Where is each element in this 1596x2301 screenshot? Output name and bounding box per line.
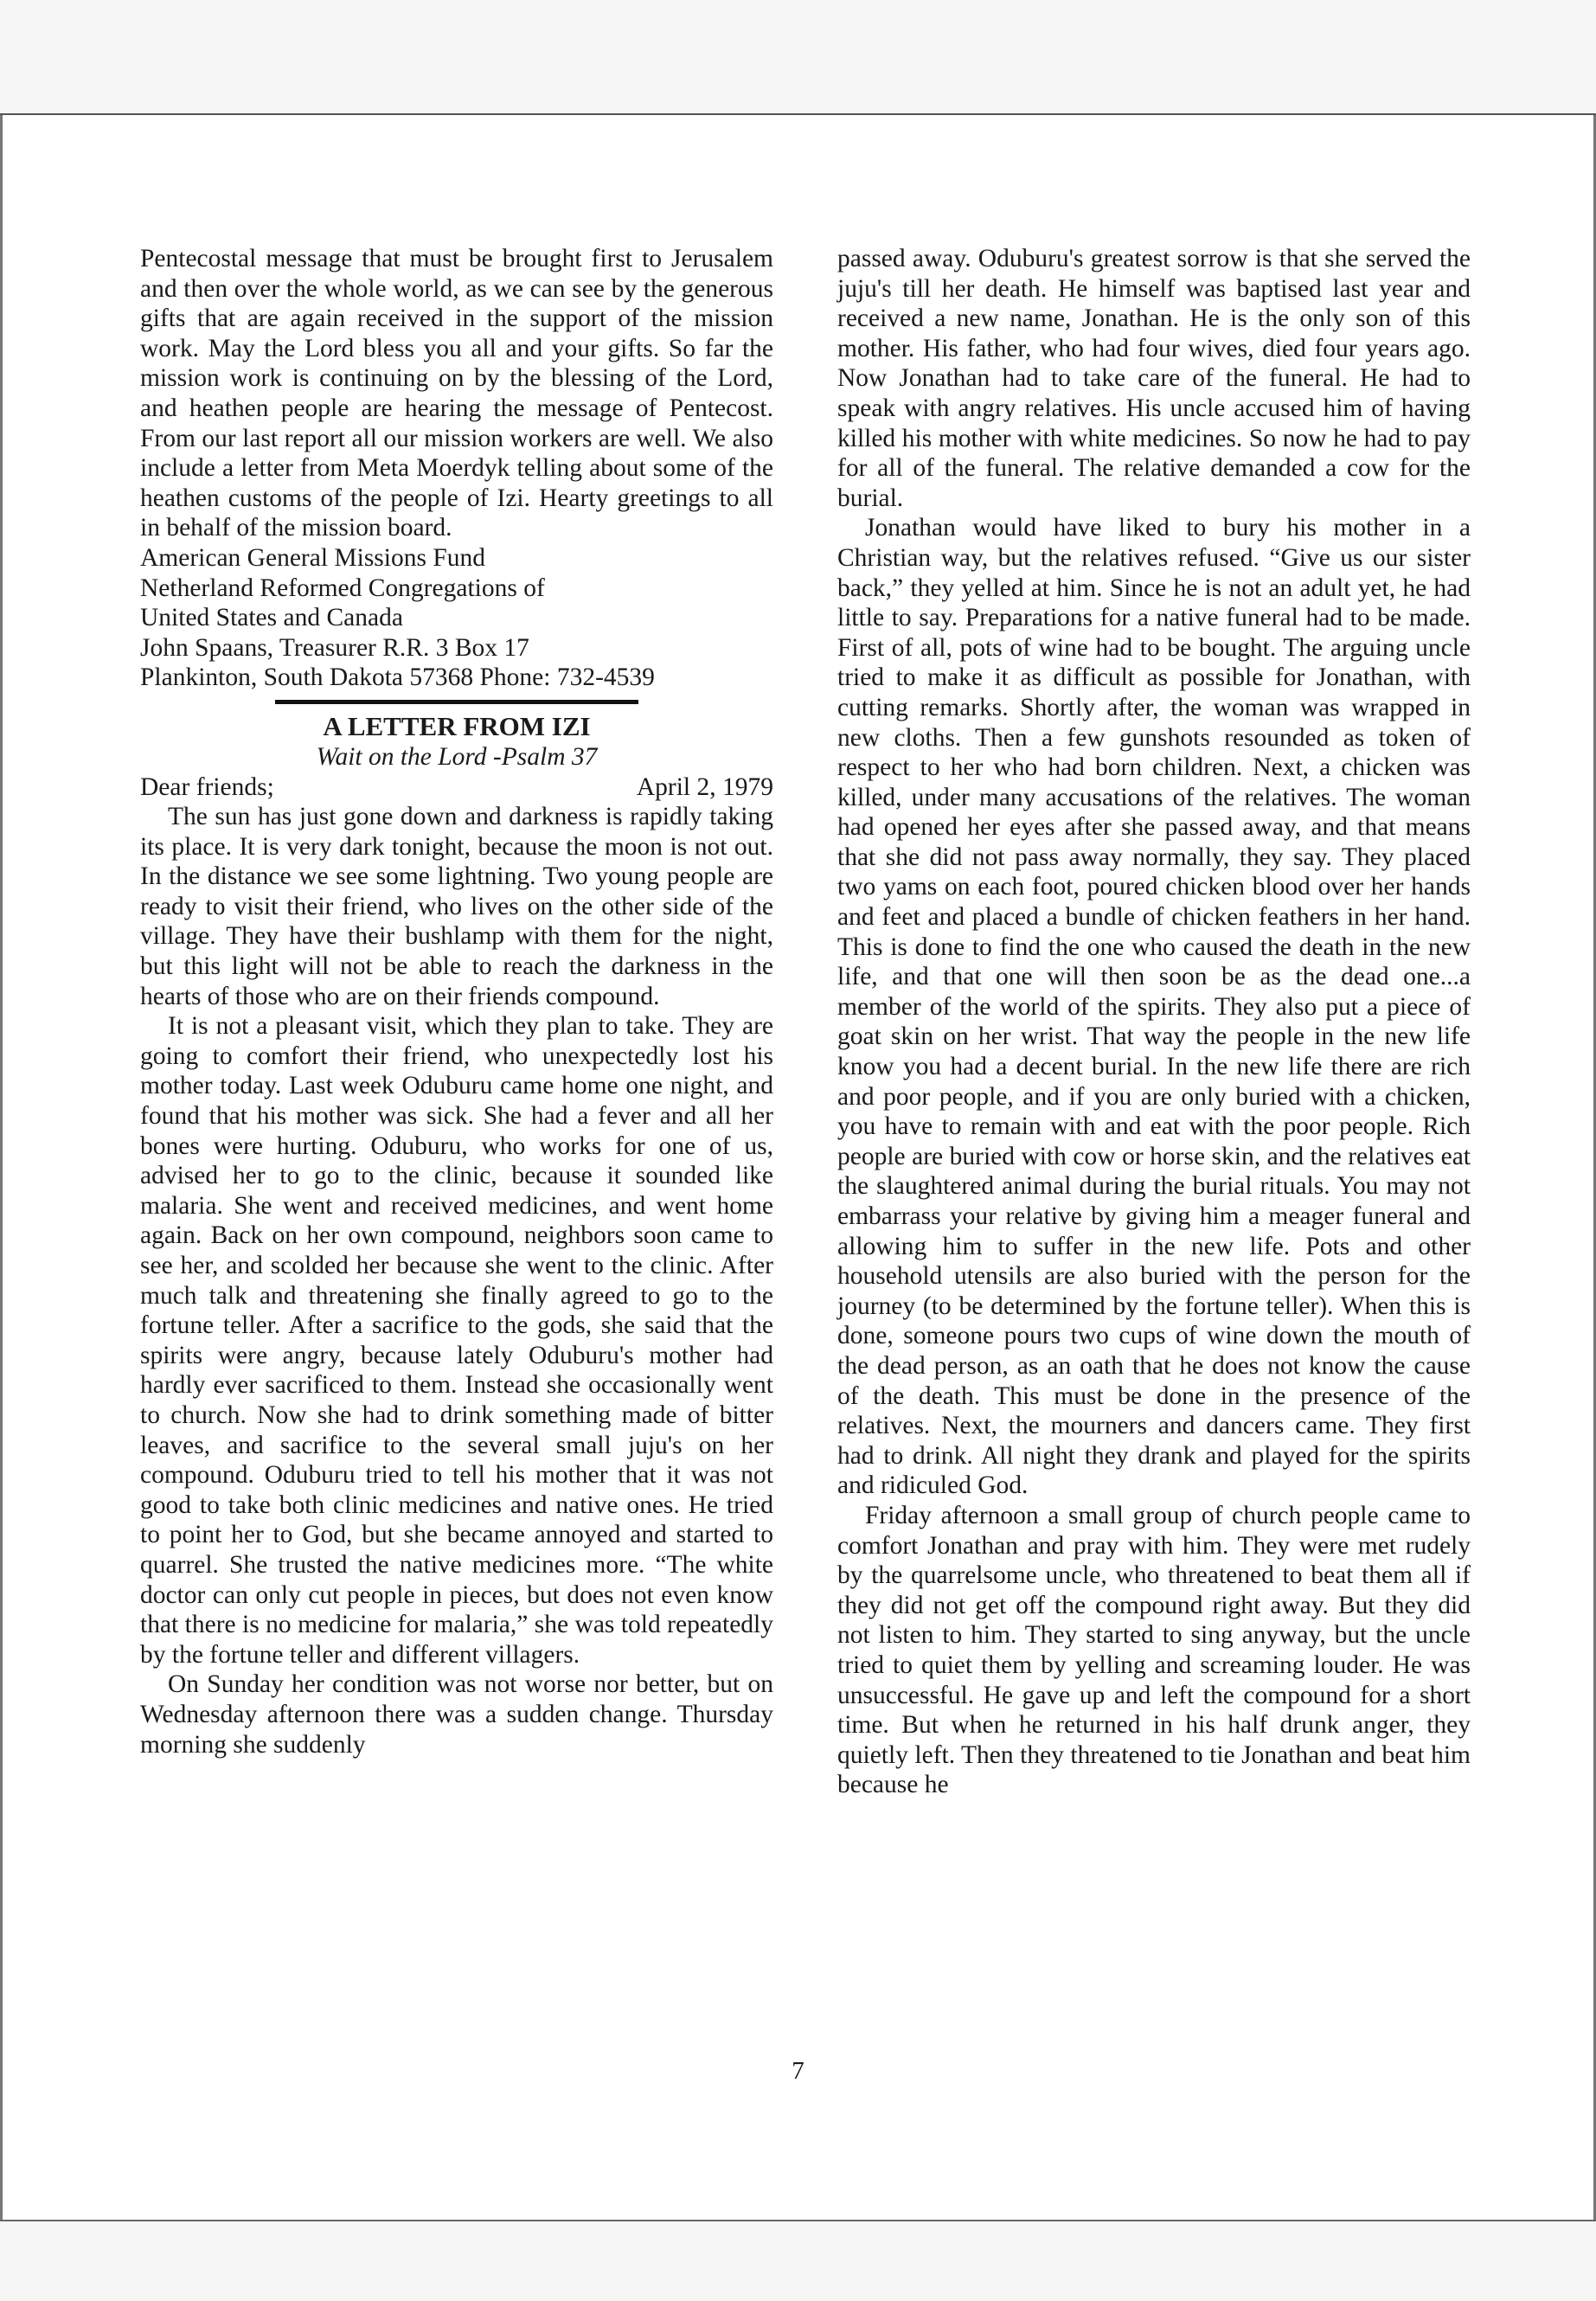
scan-top-margin [0,0,1596,114]
address-line: John Spaans, Treasurer R.R. 3 Box 17 [140,633,529,662]
address-line: Netherland Reformed Congregations of [140,574,545,602]
left-column [140,244,773,1759]
intro-paragraph: Pentecostal message that must be brought first to Jerusalem and then over the whole world, as we can see by the generous gifts that are again received in the support of the mission work. May the Lord bless you all and your gifts. So far the mission work is continuing on by the blessing of the Lord, and heathen people are hearing the message of Pentecost. From our last report all our mission workers are well. We also include a letter from Meta Moerdyk telling about some of the heathen customs of the people of Izi. Hearty greetings to all in behalf of the mission board. [140,245,773,542]
address-line: American General Missions Fund [140,543,485,572]
address-line: United States and Canada [140,604,403,632]
address-block [140,543,773,693]
page-number: 7 [792,2057,804,2085]
letter-paragraph: On Sunday her condition was not worse nor better, but on Wednesday afternoon there was a sudden change. Thursday morning she suddenly [140,1670,773,1759]
page-left-edge [0,115,3,2221]
letter-date: April 2, 1979 [636,772,773,801]
letter-subheading: Wait on the Lord -Psalm 37 [316,742,598,771]
scan-bottom-margin [0,2221,1596,2301]
letter-paragraph: It is not a pleasant visit, which they plan to take. They are going to comfort their friend, who unexpectedly lost his mother today. Last week Oduburu came home one night, and found that his mother was sick. She had a fever and all her bones were hurting. Oduburu, who works for one of us, advised her to go to the clinic, because it sounded like malaria. She went and received medicines, and went home again. Back on her own compound, neighbors soon came to see her, and scolded her because she went to the clinic. After much talk and threatening she finally agreed to go to the fortune teller. After a sacrifice to the gods, she said that the spirits were angry, because lately Oduburu's mother had hardly ever sacrificed to them. Instead she occasionally went to church. Now she had to drink something made of bitter leaves, and sacrifice to the several small juju's on her compound. Oduburu tried to tell his mother that it was not good to take both clinic medicines and native ones. He tried to point her to God, but she became annoyed and started to quarrel. She trusted the native medicines more. “The white doctor can only cut people in pieces, but does not even know that there is no medicine for malaria,” she was told repeatedly by the fortune teller and different villagers. [140,1012,773,1669]
salutation: Dear friends; [140,772,274,801]
letter-paragraph: Friday afternoon a small group of church people came to comfort Jonathan and pray with him. They were met rudely by the quarrelsome uncle, who threatened to beat them all if they did not get off the compound right away. But they did not listen to him. They started to sing anyway, but the uncle tried to quiet them by yelling and screaming louder. He was unsuccessful. He gave up and left the compound for a short time. But when he returned in his half drunk anger, they quietly left. Then they threatened to tie Jonathan and beat him because he [837,1501,1471,1799]
letter-paragraph: passed away. Oduburu's greatest sorrow is that she served the juju's till her death. He himself was baptised last year and received a new name, Jonathan. He is the only son of this mother. His father, who had four wives, died four years ago. Now Jonathan had to take care of the funeral. He had to speak with angry relatives. His uncle accused him of having killed his mother with white medicines. So now he had to pay for all of the funeral. The relative demanded a cow for the burial. [837,245,1471,512]
letter-paragraph: Jonathan would have liked to bury his mother in a Christian way, but the relatives refused. “Give us our sister back,” they yelled at him. Since he is not an adult yet, he had little to say. Preparations for a native funeral had to be made. First of all, pots of wine had to be bought. The arguing uncle tried to make it as difficult as possible for Jonathan, with cutting remarks. Shortly after, the woman was wrapped in new cloths. Then a few gunshots resounded as token of respect to her who had born children. Next, a chicken was killed, under many accusations of the relatives. The woman had opened her eyes after she passed away, and that means that she did not pass away normally, they say. They placed two yams on each foot, poured chicken blood over her hands and feet and placed a bundle of chicken feathers in her hand. This is done to find the one who caused the death in the new life, and that one will then soon be as the dead one...a member of the world of the spirits. They also put a piece of goat skin on her wrist. That way the people in the new life know you had a decent burial. In the new life there are rich and poor people, and if you are only buried with a chicken, you have to remain with and eat with the poor people. Rich people are buried with cow or horse skin, and the relatives eat the slaughtered animal during the burial rituals. You may not embarrass your relative by giving him a meager funeral and allowing him to suffer in the new life. Pots and other household utensils are also buried with the person for the journey (to be determined by the fortune teller). When this is done, someone pours two cups of wine down the mouth of the dead person, as an oath that he does not know the cause of the death. This must be done in the presence of the relatives. Next, the mourners and dancers came. They first had to drink. All night they drank and played for the spirits and ridiculed God. [837,514,1471,1500]
right-column [837,244,1471,1800]
section-divider [275,700,638,704]
salutation-line [140,772,773,803]
letter-paragraph: The sun has just gone down and darkness is rapidly taking its place. It is very dark tonight, because the moon is not out. In the distance we see some lightning. Two young people are ready to visit their friend, who lives on the other side of the village. They have their bushlamp with them for the night, but this light will not be able to reach the darkness in the hearts of those who are on their friends compound. [140,803,773,1010]
page-top-edge [0,113,1596,115]
address-line: Plankinton, South Dakota 57368 Phone: 732-4539 [140,663,655,692]
letter-heading: A LETTER FROM IZI [323,710,591,741]
